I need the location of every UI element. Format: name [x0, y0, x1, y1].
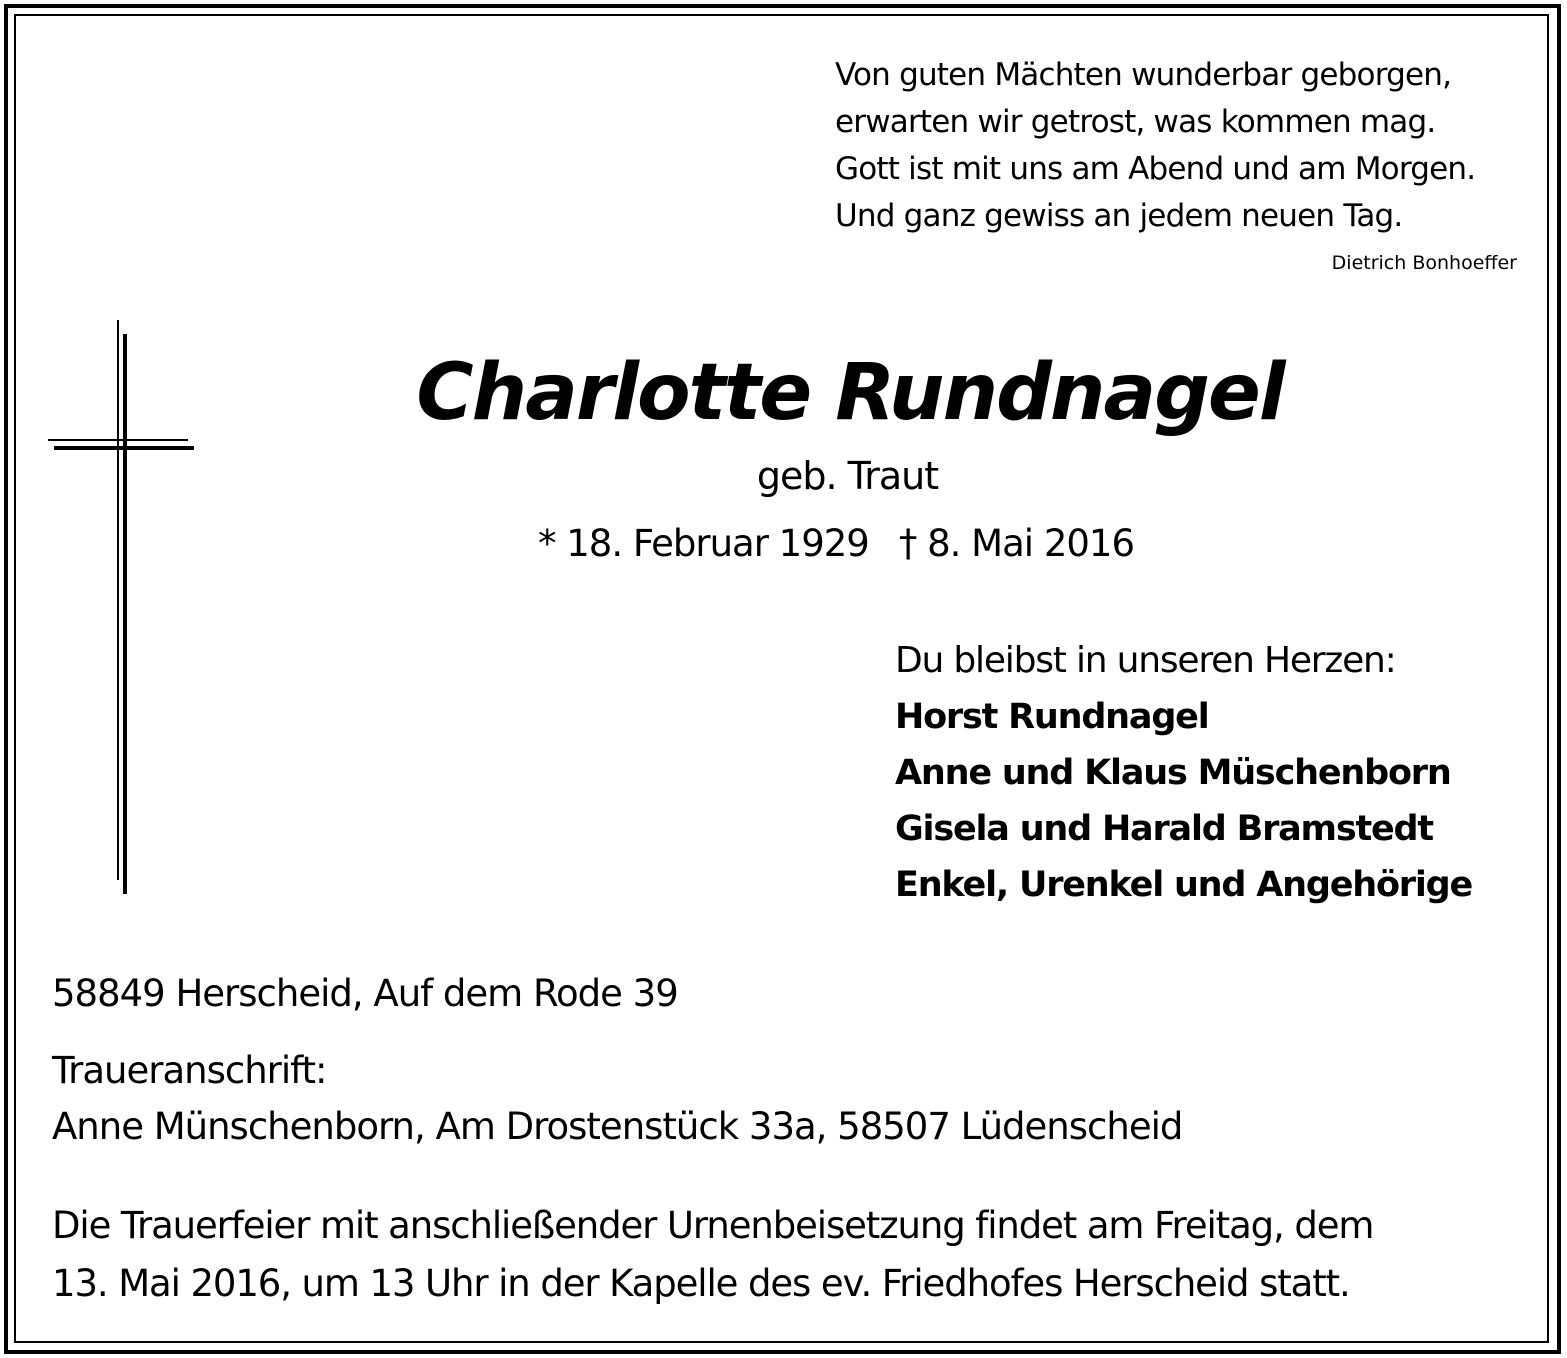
service-line: 13. Mai 2016, um 13 Uhr in der Kapelle des ev. Friedhofes Herscheid statt.	[52, 1262, 1350, 1305]
birth-date: * 18. Februar 1929	[538, 522, 869, 565]
cross-icon	[40, 320, 200, 900]
death-date: † 8. Mai 2016	[898, 522, 1134, 565]
family-member: Horst Rundnagel	[895, 697, 1209, 737]
mourning-address	[52, 1043, 1182, 1155]
family-member: Gisela und Harald Bramstedt	[895, 809, 1433, 849]
family-intro: Du bleibst in unseren Herzen:	[895, 640, 1396, 681]
service-line: Die Trauerfeier mit anschließender Urnenbeisetzung findet am Freitag, dem	[52, 1204, 1374, 1247]
family-member: Anne und Klaus Müschenborn	[895, 753, 1451, 793]
birth-name: geb. Traut	[756, 454, 939, 498]
quote-line: Gott ist mit uns am Abend und am Morgen.	[835, 151, 1476, 187]
family-member: Enkel, Urenkel und Angehörige	[895, 865, 1473, 905]
life-dates	[538, 520, 1134, 568]
residence-address: 58849 Herscheid, Auf dem Rode 39	[52, 972, 678, 1015]
funeral-service-notice	[52, 1197, 1532, 1313]
mourning-address-value: Anne Münschenborn, Am Drostenstück 33a, 58507 Lüdenscheid	[52, 1105, 1183, 1148]
quote-line: Und ganz gewiss an jedem neuen Tag.	[835, 198, 1403, 234]
quote-line: Von guten Mächten wunderbar geborgen,	[835, 57, 1452, 93]
family-block	[895, 633, 1545, 913]
quote-author: Dietrich Bonhoeffer	[1331, 252, 1517, 274]
bonhoeffer-quote	[835, 52, 1535, 240]
quote-line: erwarten wir getrost, was kommen mag.	[835, 104, 1436, 140]
deceased-name: Charlotte Rundnagel	[416, 348, 1284, 438]
mourning-address-label: Traueranschrift:	[52, 1049, 327, 1092]
